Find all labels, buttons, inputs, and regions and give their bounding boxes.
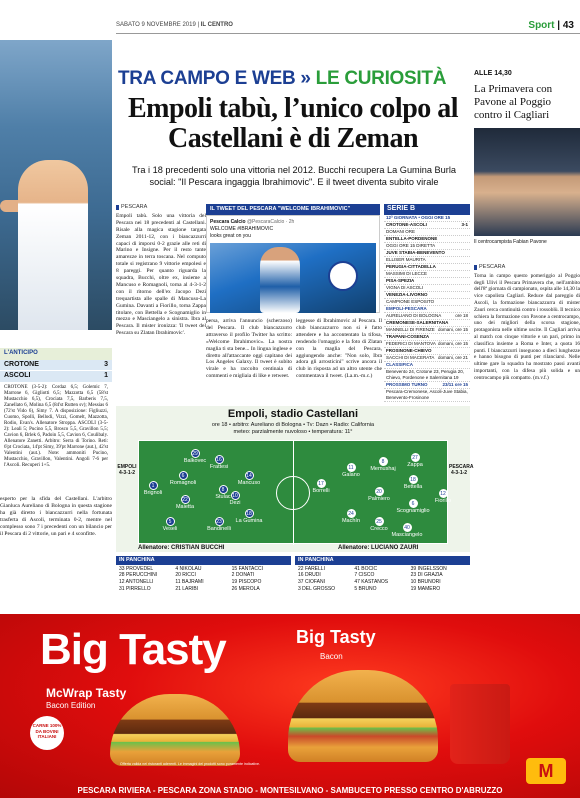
bench-list — [116, 565, 291, 593]
bench-player: 7 CISCO — [354, 572, 375, 579]
bench-player: 33 PROVEDEL — [119, 565, 154, 572]
article-text: Torna in campo questo pomeriggio al Poggio degli Ulivi il Pescara Primavera che, nell'ambito dell'8ª giornata di campionato, ospita alle 14,30 la vice capolista Cagliari. Reduce dal pareggio di Ascoli, la formazione biancazzurra di mister Zauri cerca continuità contro i rossoblù. Il tecnico schiera la formazione con Pavone a centrocampo, uno dei migliori della scorsa stagione, protagonista nelle ultime uscite. Il Cagliari arriva al match con cinque vittorie e un pari, primo in classifica insieme a Roma e Inter, a quota 16 punti. I biancazzurri inseguono a dieci lunghezze e hanno bisogno di punti per rilanciarsi. Nelle ultime gare la squadra ha mostrato passi avanti importanti, con la difesa più solida e un centrocampo più compatto. (m.v.f.) — [474, 272, 580, 381]
bench-player: 11 BAJRAMI — [175, 579, 204, 586]
article-column-1 — [116, 204, 206, 337]
article-column-3 — [296, 318, 382, 380]
player-marker: 18 Bettella — [403, 477, 423, 490]
player-marker: 18 La Gumina — [235, 511, 263, 524]
bench-player: 15 FANTACCI — [231, 565, 263, 572]
formation-info: ore 18 • arbitro: Aureliano di Bologna • Tv: Dazn • Radio: California meteo: parzialmente nuvoloso • temperatura: 11° — [211, 422, 375, 435]
bench-section — [116, 556, 470, 593]
burger-image-large — [288, 670, 438, 762]
sidebar-title: La Primavera con Pavone al Poggio contro il Cagliari — [474, 82, 553, 121]
article-text: leggesse di Ibrahimovic al Pescara. Il club biancazzurro non si è fatto attendere e ha accontentato la tifosa, rendendo l'omaggio e la foto di Zlatan con la maglia del Pescara, aggiungendo anche: "Non solo, Ibra adora gli arrosticini" scrive ancora il club in risposta ad un altro utente che commentava il tweet. (La.m.-m.c.) — [296, 318, 382, 380]
page-header — [0, 0, 580, 36]
tweet-user: Pescara Calcio @PescaraCalcio · 2h — [210, 218, 295, 225]
score-row-home: CROTONE 3 — [0, 360, 112, 372]
pavone-photo — [474, 128, 580, 236]
article-text: esperto per la sfida del Castellani. L'arbitro Gianluca Aureliano di Bologna in questa stagione ha già diretto i biancazzurri nella fortunata trasferta di Ascoli, terminata 0-2, mentre nel complesso sono 7 i precedenti con un bilancio per il Pescara di 2 vittorie, un pari e 4 sconfitte. — [0, 496, 112, 537]
mcdonalds-logo-icon: M — [526, 758, 566, 784]
pescara-logo-icon — [328, 261, 358, 291]
bench-player: 5 BRUNO — [354, 585, 377, 592]
player-marker: 8 Stulac — [215, 487, 231, 500]
bench-player: 41 BOCIC — [354, 565, 378, 572]
serie-b-row: ENTELLA-PORDENONE — [384, 236, 470, 243]
bench-player: 31 PIRRELLO — [119, 585, 151, 592]
bench-player: 26 MEROLA — [231, 585, 260, 592]
header-rule — [116, 33, 580, 34]
serie-b-row: OGGI ORE 15 DIRETTA — [384, 243, 470, 250]
column-label: PESCARA — [116, 204, 206, 211]
headline: Empoli tabù, l’unico colpo al Castellani è di Zeman — [127, 93, 459, 154]
home-bench — [116, 556, 291, 593]
player-marker: 25 Crecco — [370, 519, 388, 532]
formation-graphic — [116, 406, 474, 552]
ad-fine-print: Offerta valida nei ristoranti aderenti. Le immagini dei prodotti sono puramente indicative. — [120, 762, 260, 766]
serie-b-row: ELLISER MAURITA — [384, 257, 470, 264]
serie-b-table — [384, 204, 470, 402]
ad-product: McWrap Tasty — [46, 686, 127, 700]
serie-b-rows — [384, 222, 470, 402]
ibrahimovic-figure — [260, 247, 300, 313]
player-marker: 14 Mancuso — [237, 473, 261, 486]
serie-b-row: PERUGIA-CITTADELLA — [384, 264, 470, 271]
player-marker: 27 Zappa — [407, 455, 423, 468]
serie-b-row: FEDERICI DI MANTOVA domani, ore 15 — [386, 340, 468, 346]
player-marker: 5 Veseli — [162, 519, 178, 532]
tweet-card — [206, 215, 380, 313]
player-marker: 24 Machín — [341, 511, 361, 524]
serie-b-title: SERIE B — [384, 204, 470, 215]
bench-player: 19 PISCOPO — [231, 579, 262, 586]
player-marker: 17 Borrelli — [312, 481, 330, 494]
player-marker: 6 Romagnoli — [169, 473, 197, 486]
tweet-text-2: looks great on you — [210, 233, 251, 240]
sidebar-primavera — [474, 70, 580, 245]
score-row-away: ASCOLI 1 — [0, 371, 112, 383]
serie-b-row: TRAPANI-COSENZA — [384, 334, 470, 341]
pitch — [138, 440, 452, 544]
bench-player: 4 NIKOLAU — [175, 565, 202, 572]
article-column-4 — [474, 264, 580, 382]
serie-b-row: CROTONE-ASCOLI 3-1 — [386, 221, 468, 227]
bench-player: 39 INGELSSON — [410, 565, 447, 572]
article-text: Empoli tabù. Solo una vittoria del Pescara nei 18 precedenti al Castellani. Risale alla magica stagione targata Zeman 2011-12, con i biancazzurri capaci di imporsi 0-2 grazie alle reti di Marino e Insigne. Per il resto tante amarezze in terra toscana. Nel computo totale si registrano 9 vittorie empolesi e 8 pareggi. Per quanto riguarda la squadra, Bucchi, oltre ex, insieme a Mancuso e Romagnoli, torna al 4-3-1-2 con il ritorno dell'ex Jacopo Dezi trequartista alle spalle di Mancuso-La Gumina. Davanti a Fiorillo, torna Zappa titolare, con Bettella e Scognamiglio in mezzo e Masciangelo a sinistra. Ibra al Pescara. Il mister ironizza: 'Il tweet del Pescara su Zlatan Ibrahimovic'. — [116, 212, 206, 337]
article-column-2 — [206, 318, 292, 380]
away-bench — [295, 556, 470, 593]
bench-player: 21 LARIBI — [175, 585, 199, 592]
serie-b-row: CAMPIONE ESPOSITO — [384, 299, 470, 306]
player-marker: 10 Dezi — [229, 493, 241, 506]
serie-b-row: CLASSIFICA — [384, 362, 470, 369]
fries-image — [450, 684, 510, 764]
serie-b-row: DOMANI ORE — [384, 229, 470, 236]
player-marker: 1 Brignoli — [143, 483, 163, 496]
player-marker: 16 Frattesi — [209, 457, 229, 470]
issue-date: SABATO 9 NOVEMBRE 2019 | IL CENTRO — [116, 22, 233, 28]
kicker: TRA CAMPO E WEB » LE CURIOSITÀ — [118, 68, 447, 89]
player-marker: 8 Memushaj — [370, 459, 396, 472]
sidebar-time: ALLE 14,30 — [474, 70, 512, 77]
serie-b-row: MANNELLI DI FIRENZE domani, ore 15 — [386, 326, 468, 332]
bench-label: IN PANCHINA — [295, 556, 470, 565]
bench-player: 10 BRUNORI — [410, 579, 441, 586]
serie-b-row: FROSINONE-CHIEVO — [384, 348, 470, 355]
player-marker: 6 Scognamiglio — [396, 501, 430, 514]
player-marker: 11 Galano — [342, 465, 360, 478]
ad-bacon: Bacon — [320, 652, 343, 661]
serie-b-row: SACCHI DI MACERATA domani, ore 21 — [386, 354, 468, 360]
ad-stores: PESCARA RIVIERA - PESCARA ZONA STADIO - MONTESILVANO - SAMBUCETO PRESSO CENTRO D'ABRUZZO — [77, 786, 503, 795]
bench-player: 37 CIOFANI — [298, 579, 325, 586]
bench-player: 47 KASTANOS — [354, 579, 389, 586]
section-label: Sport | 43 — [528, 20, 574, 31]
bench-player: 19 MAMERO — [410, 585, 441, 592]
serie-b-row: JUVE STABIA-BENEVENTO — [384, 250, 470, 257]
tweet-header: IL TWEET DEL PESCARA "WELCOME IBRAHIMOVIC" — [206, 204, 380, 215]
serie-b-row: MASSIMI DI LECCE — [384, 271, 470, 278]
burger-image — [110, 694, 240, 766]
ad-logo: Big Tasty — [40, 625, 226, 674]
home-coach: Allenatore: CRISTIAN BUCCHI — [138, 545, 225, 551]
bench-player: 23 DI GRAZIA — [410, 572, 443, 579]
tweet-box — [206, 204, 380, 314]
bench-player: 22 FARELLI — [298, 565, 325, 572]
tweet-text: WELCOME #IBRAHIMOVIC — [210, 226, 274, 233]
player-marker: 22 Maietta — [175, 497, 195, 510]
player-photo — [0, 40, 112, 330]
anticipo-text: CROTONE (3-5-2): Cordaz 6,5; Golemic 7, Marrone 6, Gigliotti 6,5; Mazzotta 6,5 (58'st Mustacchio 6,5), Crociata 7,5, Barberis 7,5, Zanellato 6, Molina 6,5 (84'st Rutten sv); Messias 6 (72'st Vido 6), Simy 7. A disposizione: Figliuzzi, Cuomo, Spolli, Bellodi, Vizzi, Gomelt, Mazzotta, Rodio, Evan's. Allenatore Stroppa. ASCOLI (3-5-2): Leali 5; Pucino 5,5, Brosco 5,5, Gravillon 5,5; Cavion 6, Brlek 6, Padoin 5,5, Cavion 6, Coulibaly. Allenatore Zanetti. Arbitro: Serra di Torino. Reti: 6'pt Crociata, 14'pt Simy, 39'pt Marrone (aut.), 42'st Valentini (aut.). Note: ammoniti Pucino, Mustacchio, Gravillon, Valentini. Angoli 7-6 per l'Ascoli. Recuperi 1+5. — [4, 385, 108, 468]
bench-player: 28 PERUCCHINI — [119, 572, 158, 579]
serie-b-round: 12ª GIORNATA • OGGI ORE 15 — [384, 215, 470, 222]
player-figure — [18, 160, 88, 330]
serie-b-row: Benevento 24, Crotone 23, Perugia 20, Chievo, Pordenone e Salernitana 19 — [384, 369, 470, 382]
ad-logo-small: Big Tasty — [296, 627, 376, 647]
bench-label: IN PANCHINA — [116, 556, 291, 565]
serie-b-row: CREMONESE-SALERNITANA — [384, 320, 470, 327]
serie-b-row: VIGNA DI ASCOLI — [384, 285, 470, 292]
serie-b-row: VENEZIA-LIVORNO — [384, 292, 470, 299]
away-team-label: PESCARA 4-3-1-2 — [449, 464, 474, 477]
player-marker: 20 Palmiero — [368, 489, 390, 502]
player-marker: 23 Bandinelli — [207, 519, 231, 532]
summary: Tra i 18 precedenti solo una vittoria nel 2012. Bucchi recupera La Gumina Burla social: "Il Pescara ingaggia Ibrahimovic". E il tweet diventa subito virale — [132, 165, 456, 187]
serie-b-row: AURELIANO DI BOLOGNA ore 18 — [386, 312, 468, 318]
article-text: persa, arriva l'annuncio (scherzoso) del Pescara. Il club biancazzurro attraverso il profilo Twitter ha scritto: «Welcome Ibrahimovic». La nostra maglia ti sta bene... In lingua inglese e diretto all'attaccante oggi capitano dei Los Angeles Galaxy. Il tweet è subito virale e ha raccolto centinaia di commenti e migliaia di like e retweet. — [206, 318, 292, 380]
serie-b-row: PROSSIMO TURNO 23/11 ore 15 — [386, 381, 468, 387]
serie-b-row: Pescara-Cremonese, Ascoli-Juve Stabia, Benevento-Frosinone — [384, 389, 470, 402]
bench-list — [295, 565, 470, 593]
bench-player: 20 RICCI — [175, 572, 196, 579]
ad-edition: Bacon Edition — [46, 701, 96, 710]
player-marker: 40 Masciangelo — [391, 525, 423, 538]
serie-b-row: PISA-SPEZIA — [384, 278, 470, 285]
mcdonalds-ad — [0, 614, 580, 798]
formation-title: Empoli, stadio Castellani — [227, 408, 359, 420]
photo-caption: Il centrocampista Fabian Pavone — [474, 238, 547, 245]
tweet-image — [210, 243, 376, 313]
article-column-0b — [0, 496, 112, 537]
bench-player: 3 DEL GROSSO — [298, 585, 336, 592]
home-team-label: EMPOLI 4-3-1-2 — [117, 464, 137, 477]
quality-badge: CARNE 100% DA BOVINI ITALIANI — [30, 716, 64, 750]
bench-player: 12 ANTONELLI — [119, 579, 154, 586]
away-coach: Allenatore: LUCIANO ZAURI — [338, 545, 419, 551]
anticipo-box — [0, 348, 112, 471]
serie-b-row: EMPOLI-PESCARA — [384, 306, 470, 313]
player-marker: 12 Fiorillo — [434, 491, 452, 504]
anticipo-label: L'ANTICIPO — [0, 348, 112, 360]
bench-player: 16 DRUDI — [298, 572, 321, 579]
column-label: PESCARA — [474, 264, 580, 271]
bench-player: 2 DONATI — [231, 572, 255, 579]
player-marker: 29 Balkovec — [183, 451, 207, 464]
